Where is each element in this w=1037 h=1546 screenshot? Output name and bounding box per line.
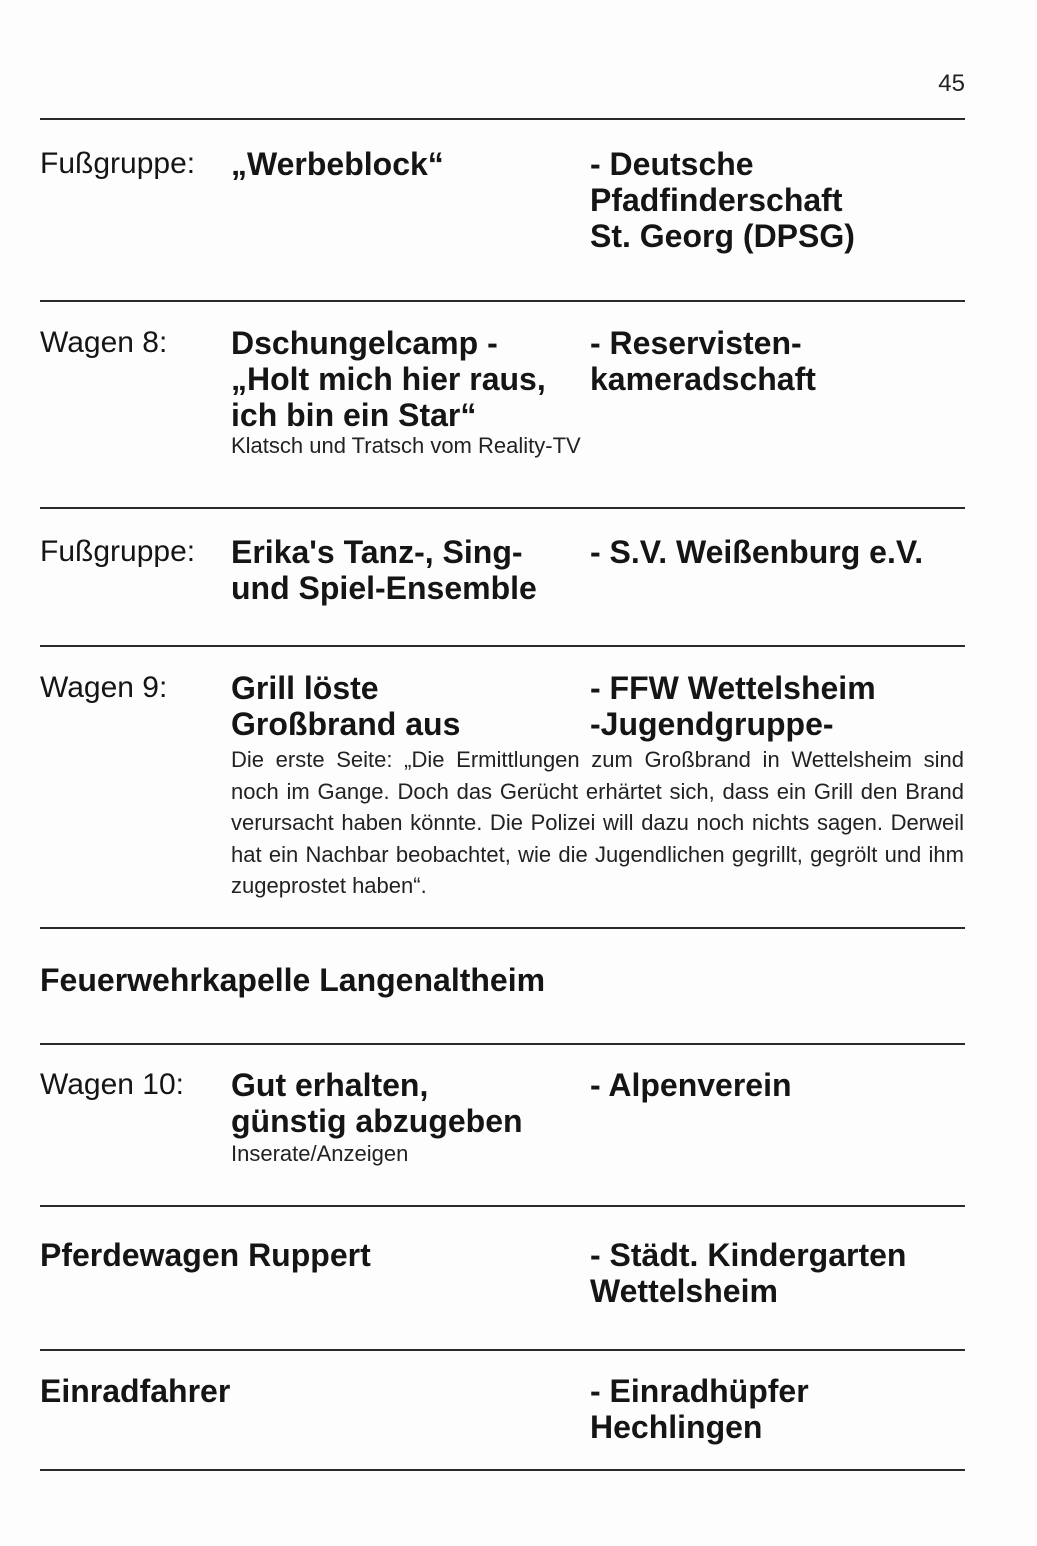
divider <box>40 1205 965 1207</box>
divider <box>40 1349 965 1351</box>
divider <box>40 927 965 929</box>
entry-organization: - Reservisten- kameradschaft <box>590 325 816 397</box>
entry-title: Pferdewagen Ruppert <box>40 1237 371 1273</box>
entry-title: Grill löste Großbrand aus <box>231 670 461 742</box>
entry-organization: - Einradhüpfer Hechlingen <box>590 1373 809 1445</box>
divider <box>40 1469 965 1471</box>
entry-label: Wagen 10: <box>40 1068 184 1101</box>
entry-label: Wagen 9: <box>40 671 168 704</box>
divider <box>40 507 965 509</box>
divider <box>40 118 965 120</box>
entry-subtitle: Inserate/Anzeigen <box>231 1141 409 1166</box>
entry-organization: - Städt. Kindergarten Wettelsheim <box>590 1237 907 1309</box>
entry-subtitle: Klatsch und Tratsch vom Reality-TV <box>231 433 581 458</box>
entry-organization: - Deutsche Pfadfinderschaft St. Georg (DPSG) <box>590 146 855 254</box>
entry-title: Erika's Tanz-, Sing- und Spiel-Ensemble <box>231 534 537 606</box>
entry-label: Wagen 8: <box>40 326 168 359</box>
entry-description: Die erste Seite: „Die Ermittlungen zum Großbrand in Wettelsheim sind noch im Gange. Doch das Gerücht erhärtet sich, dass ein Grill den Brand verursacht haben könnte. Die Polizei will dazu noch nichts sagen. Derweil hat ein Nachbar beobachtet, wie die Jugendlichen gegrillt, gegrölt und ihm zugeprostet haben“. <box>231 747 964 898</box>
entry-title: Gut erhalten, günstig abzugeben <box>231 1067 523 1139</box>
entry-organization: - FFW Wettelsheim -Jugendgruppe- <box>590 670 876 742</box>
entry-label: Fußgruppe: <box>40 535 196 568</box>
page-number: 45 <box>938 70 965 97</box>
entry-title: Einradfahrer <box>40 1373 231 1409</box>
divider <box>40 1043 965 1045</box>
entry-organization: - Alpenverein <box>590 1067 792 1103</box>
entry-label: Fußgruppe: <box>40 147 196 180</box>
divider <box>40 300 965 302</box>
entry-title: Feuerwehrkapelle Langenaltheim <box>40 962 546 998</box>
entry-organization: - S.V. Weißenburg e.V. <box>590 534 924 570</box>
entry-title: Dschungelcamp - „Holt mich hier raus, ich bin ein Star“ <box>231 325 546 433</box>
divider <box>40 645 965 647</box>
entry-title: „Werbeblock“ <box>231 146 444 182</box>
